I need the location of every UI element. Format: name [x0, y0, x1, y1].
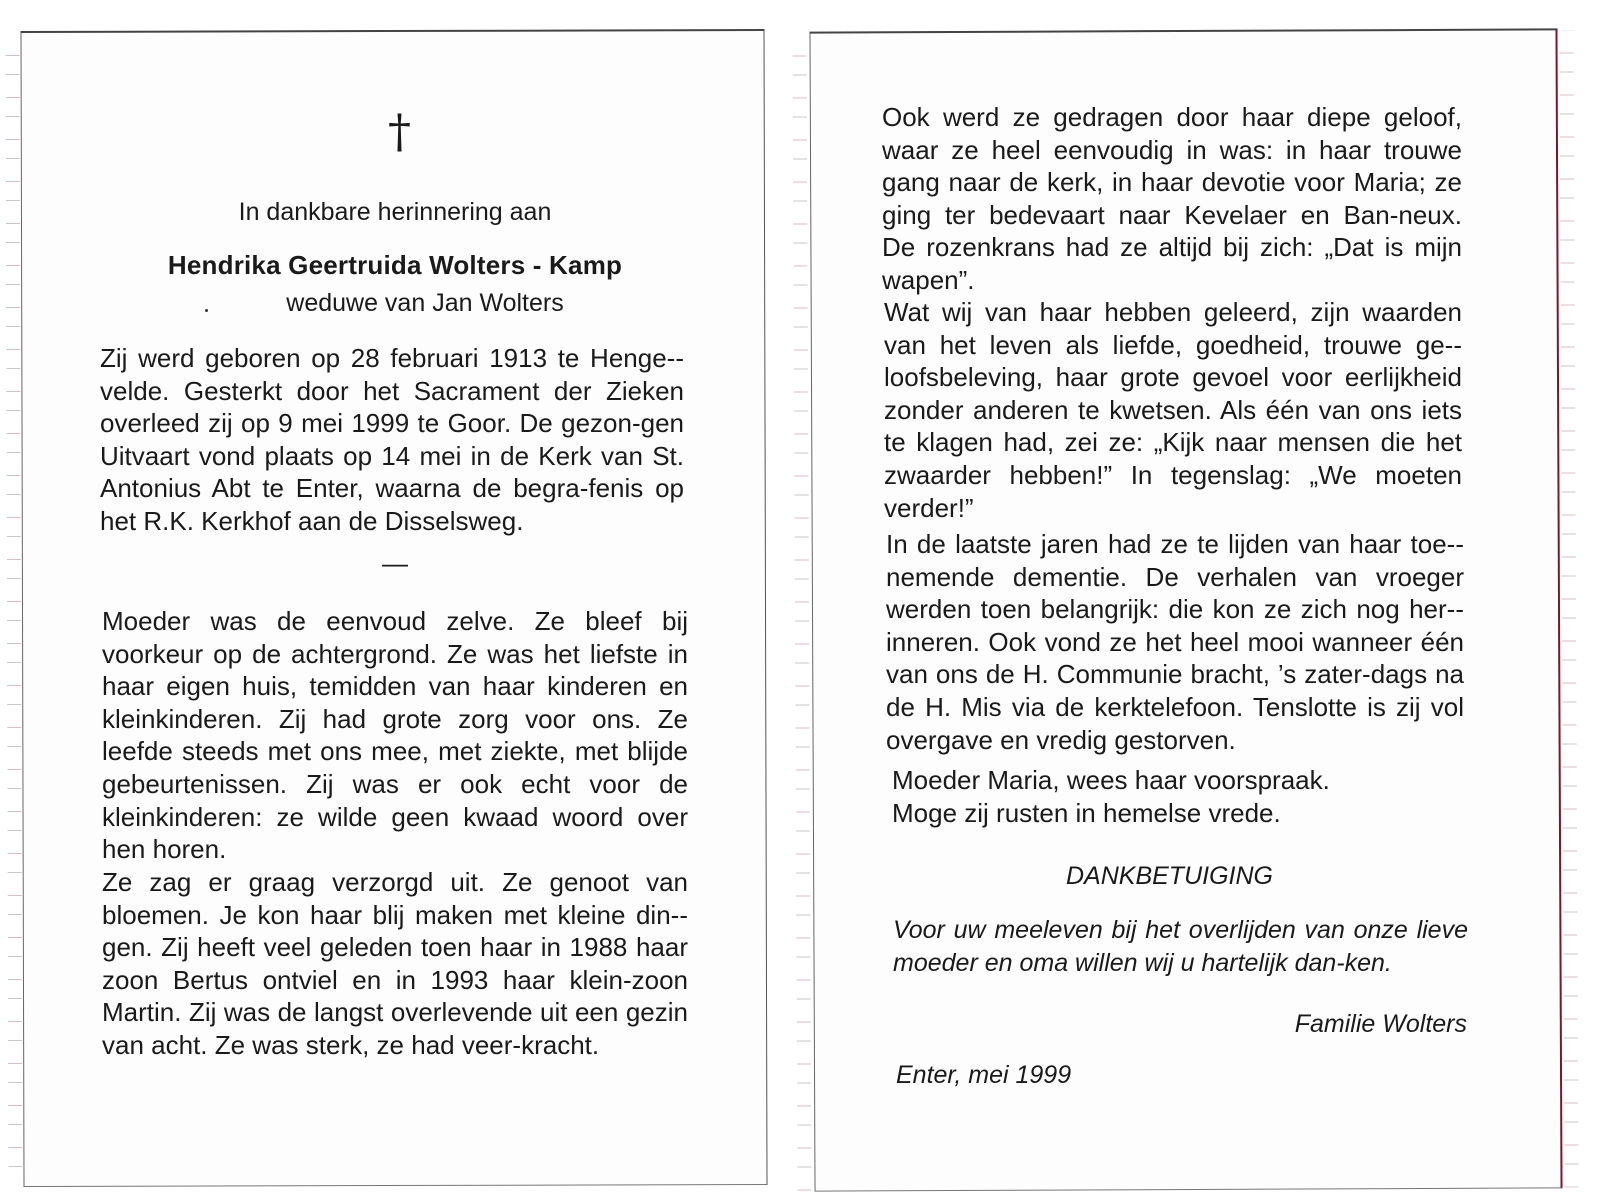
- thanks-text: Voor uw meeleven bij het overlijden van onze lieve moeder en oma willen wij u hartelijk dan-ken.: [893, 916, 1468, 977]
- faith-paragraph: Ook werd ze gedragen door haar diepe geloof, waar ze heel eenvoudig in was: in haar trouwe gang naar de kerk, in haar devotie voor Maria; ze ging ter bedevaart naar Kevelaer en Ban-neux. De rozenkrans had ze altijd bij zich: „Dat is mijn wapen”.: [882, 102, 1462, 295]
- separator-dash: —: [382, 548, 408, 578]
- thanks-title: DANKBETUIGING: [1066, 862, 1273, 890]
- widow-line: weduwe van Jan Wolters: [286, 289, 564, 317]
- birth-death-paragraph: Zij werd geboren op 28 februari 1913 te Henge-velde. Gesterkt door het Sacrament der Zieken overleed zij op 9 mei 1999 te Goor. De gezon-gen Uitvaart vond plaats op 14 mei in de Kerk van St. Antonius Abt te Enter, waarna de begra-fenis op het R.K. Kerkhof aan de Disselsweg.: [100, 343, 684, 536]
- place-date: Enter, mei 1999: [896, 1061, 1072, 1089]
- mother-paragraph-2: Ze zag er graag verzorgd uit. Ze genoot van bloemen. Je kon haar blij maken met kleine din-gen. Zij heeft veel geleden toen haar in 1988 haar zoon Bertus ontviel en in 1993 haar klein-zoon Martin. Zij was de langst overlevende uit een gezin van acht. Ze was sterk, ze had veer-kracht.: [102, 867, 688, 1060]
- cross-icon: †: [388, 104, 411, 158]
- family-signature: Familie Wolters: [1294, 1010, 1467, 1038]
- mother-paragraph-1: Moeder was de eenvoud zelve. Ze bleef bij voorkeur op de achtergrond. Ze was het liefste in haar eigen huis, temidden van haar kinderen en kleinkinderen. Zij had grote zorg voor ons. Ze leefde steeds met ons mee, met ziekte, met blijde gebeurtenissen. Zij was er ook echt voor de kleinkinderen: ze wilde geen kwaad woord over hen horen.: [102, 606, 688, 865]
- intro-text: In dankbare herinnering aan: [238, 198, 552, 226]
- deceased-name: Hendrika Geertruida Wolters - Kamp: [167, 250, 623, 280]
- dementia-paragraph: In de laatste jaren had ze te lijden van haar toe-nemende dementie. De verhalen van vroeger werden toen belangrijk: die kon ze zich nog her-inneren. Ook vond ze het heel mooi wanneer één van ons de H. Communie bracht, ’s zater-dags na de H. Mis via de kerktelefoon. Tenslotte is zij vol overgave en vredig gestorven.: [886, 529, 1464, 755]
- prayer-line-2: Moge zij rusten in hemelse vrede.: [892, 797, 1281, 828]
- prayer-block: [892, 764, 1392, 829]
- values-paragraph: Wat wij van haar hebben geleerd, zijn waarden van het leven als liefde, goedheid, trouwe ge-loofsbeleving, haar grote gevoel voor eerlijkheid zonder anderen te kwetsen. Als één van ons iets te klagen had, zei ze: „Kijk naar mensen die het zwaarder hebben!” In tegenslag: „We moeten verder!”: [884, 297, 1462, 523]
- prayer-line-1: Moeder Maria, wees haar voorspraak.: [892, 765, 1330, 795]
- right-edge-marks: [1559, 30, 1578, 1187]
- fold-edge-marks: [792, 34, 811, 1191]
